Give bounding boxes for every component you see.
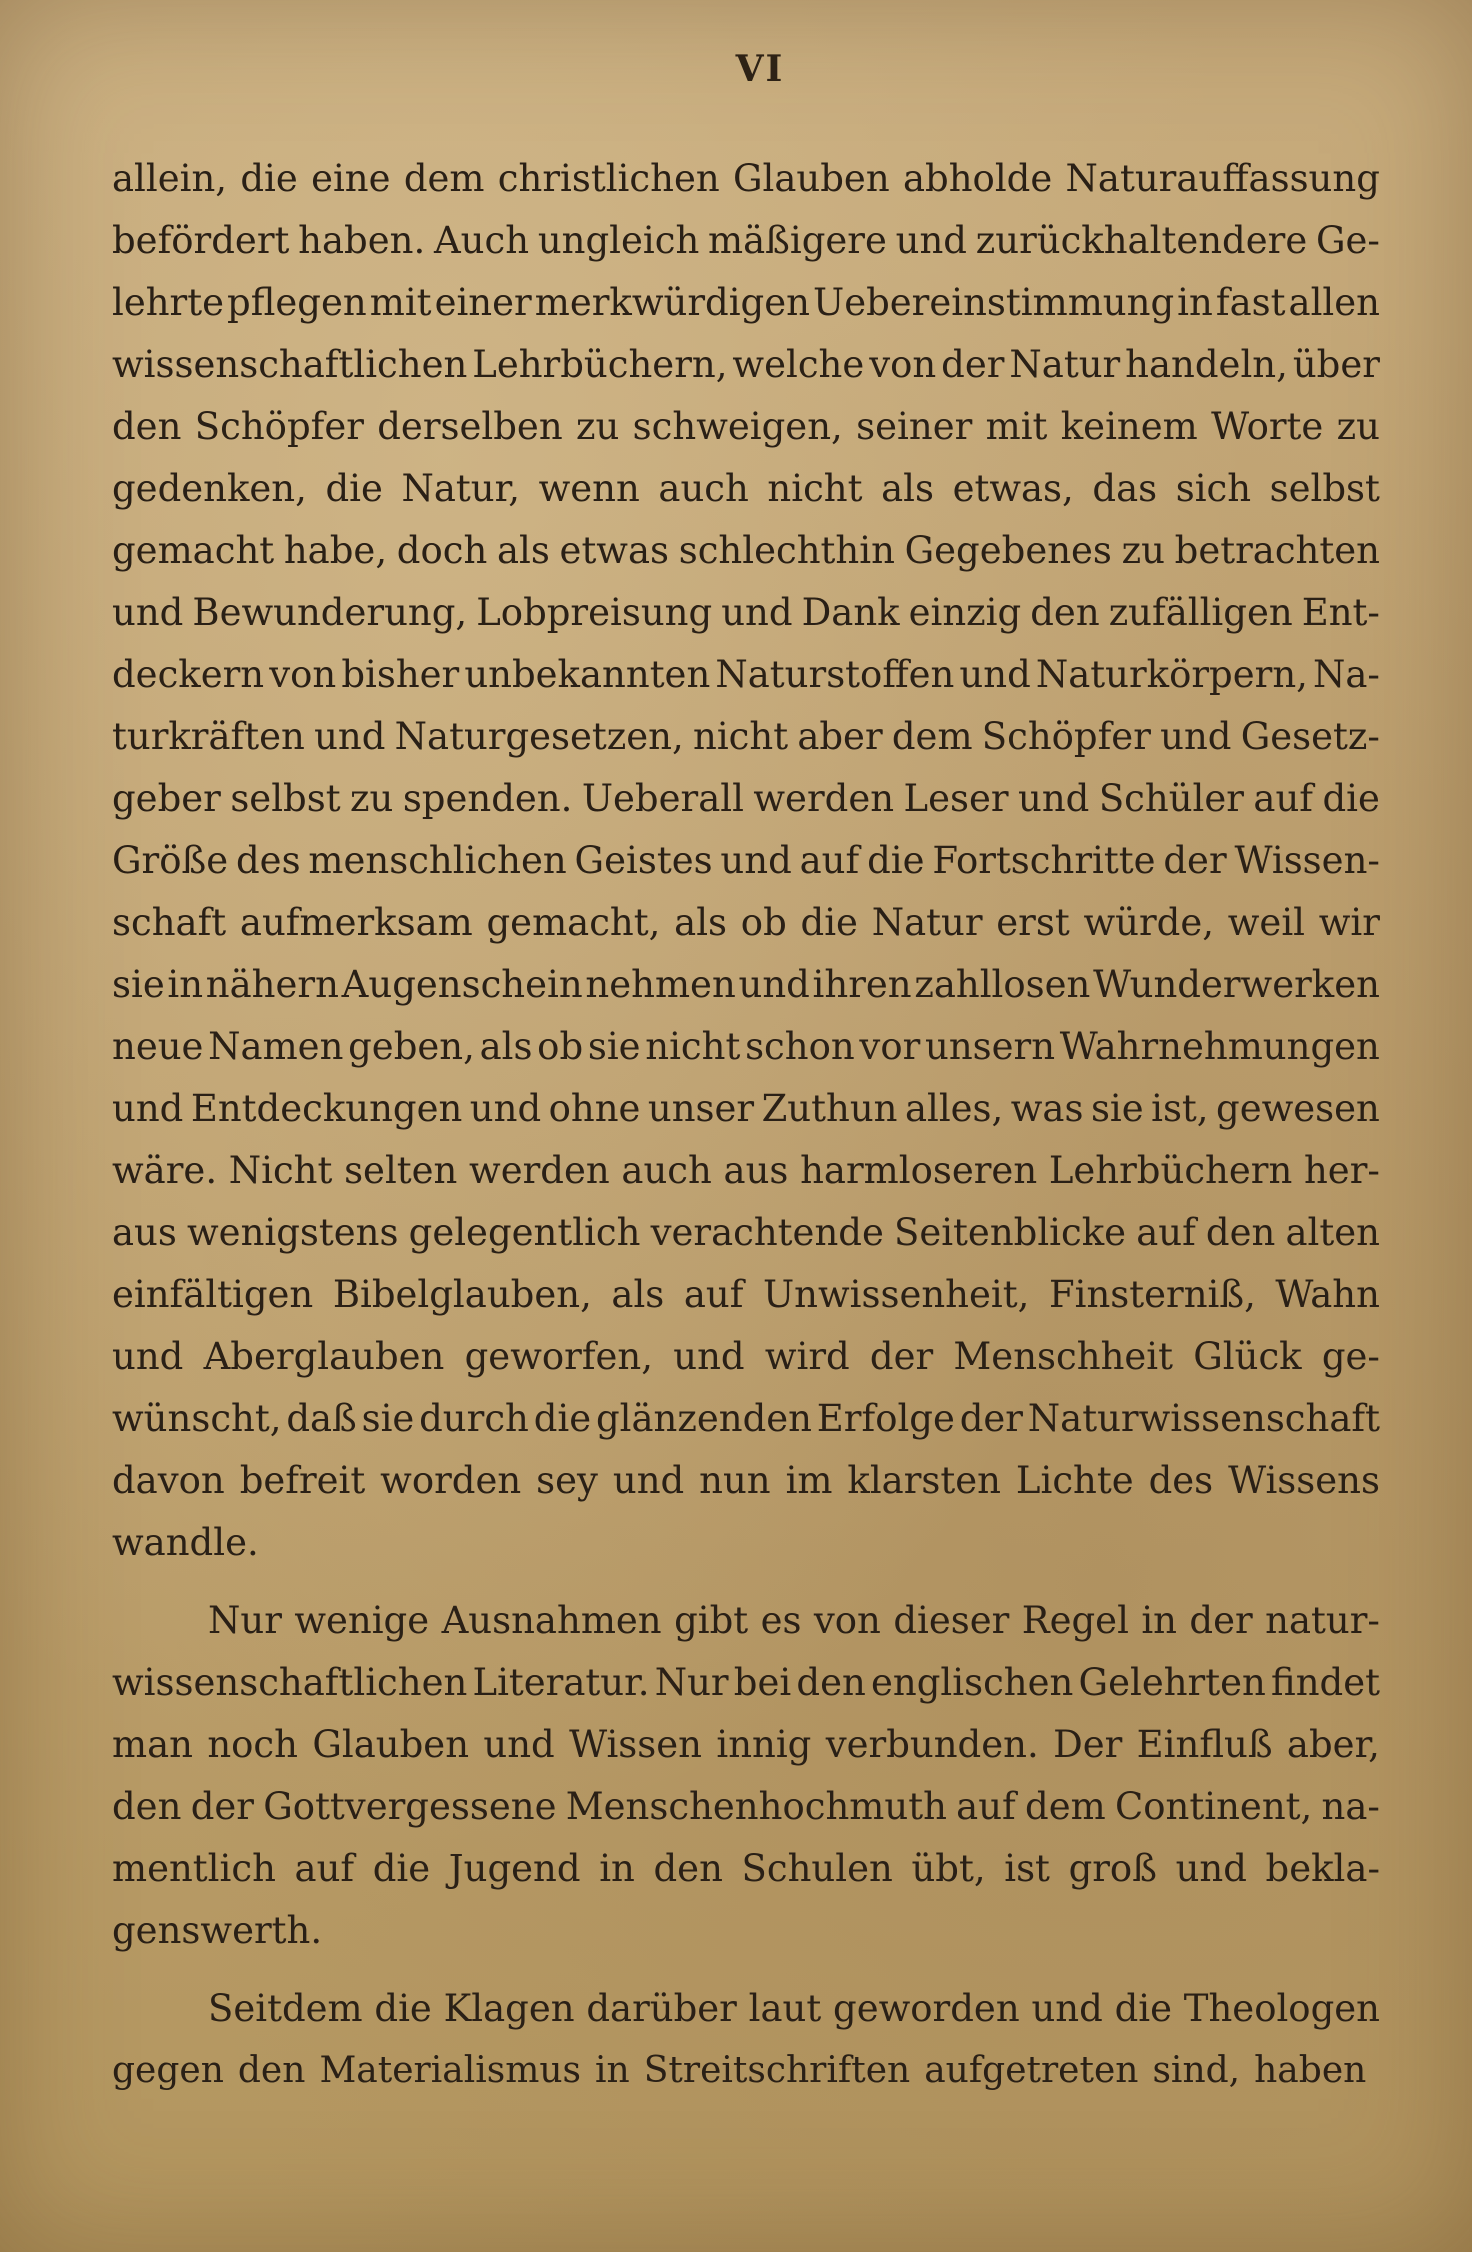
text-line: schaft aufmerksam gemacht, als ob die Natur erst würde, weil wir xyxy=(112,901,1380,944)
paragraph xyxy=(112,148,1380,1574)
text-line: wäre. Nicht selten werden auch aus harmloseren Lehrbüchern her- xyxy=(112,1149,1380,1192)
text-line: aus wenigstens gelegentlich verachtende Seitenblicke auf den alten xyxy=(112,1211,1380,1254)
text-line: geber selbst zu spenden. Ueberall werden Leser und Schüler auf die xyxy=(112,777,1380,820)
text-line: und Bewunderung, Lobpreisung und Dank einzig den zufälligen Ent- xyxy=(112,591,1380,634)
text-line: wissenschaftlichen Literatur. Nur bei den englischen Gelehrten findet xyxy=(112,1661,1380,1704)
text-line: Seitdem die Klagen darüber laut geworden und die Theologen xyxy=(208,1987,1380,2030)
text-line: davon befreit worden sey und nun im klarsten Lichte des Wissens xyxy=(112,1459,1380,1502)
text-line: allein, die eine dem christlichen Glauben abholde Naturauffassung xyxy=(112,157,1380,200)
text-line: und Aberglauben geworfen, und wird der Menschheit Glück ge- xyxy=(112,1335,1380,1378)
text-line: sie in nähern Augenschein nehmen und ihren zahllosen Wunderwerken xyxy=(112,963,1380,1006)
text-line: gedenken, die Natur, wenn auch nicht als etwas, das sich selbst xyxy=(112,467,1380,510)
text-line: gegen den Materialismus in Streitschriften aufgetreten sind, haben xyxy=(112,2050,1367,2091)
page-number: VI xyxy=(735,48,785,90)
text-line: den der Gottvergessene Menschenhochmuth auf dem Continent, na- xyxy=(112,1785,1380,1828)
text-line: deckern von bisher unbekannten Naturstoffen und Naturkörpern, Na- xyxy=(112,653,1380,696)
text-line: gemacht habe, doch als etwas schlechthin Gegebenes zu betrachten xyxy=(112,529,1380,572)
body-text xyxy=(112,148,1380,2102)
text-line: man noch Glauben und Wissen innig verbunden. Der Einfluß aber, xyxy=(112,1723,1380,1766)
paragraph-gap xyxy=(112,1962,1380,1978)
text-line: wissenschaftlichen Lehrbüchern, welche von der Natur handeln, über xyxy=(112,343,1380,386)
text-line: Größe des menschlichen Geistes und auf die Fortschritte der Wissen- xyxy=(112,839,1380,882)
text-line: lehrte pflegen mit einer merkwürdigen Uebereinstimmung in fast allen xyxy=(112,281,1380,324)
text-line: und Entdeckungen und ohne unser Zuthun alles, was sie ist, gewesen xyxy=(112,1087,1380,1130)
text-line: einfältigen Bibelglauben, als auf Unwissenheit, Finsterniß, Wahn xyxy=(112,1273,1380,1316)
text-line: mentlich auf die Jugend in den Schulen übt, ist groß und bekla- xyxy=(112,1847,1380,1890)
text-line: genswerth. xyxy=(112,1909,323,1952)
text-line: turkräften und Naturgesetzen, nicht aber dem Schöpfer und Gesetz- xyxy=(112,715,1380,758)
text-line: den Schöpfer derselben zu schweigen, seiner mit keinem Worte zu xyxy=(112,405,1380,448)
paragraph xyxy=(112,1978,1380,2102)
text-line: wünscht, daß sie durch die glänzenden Erfolge der Naturwissenschaft xyxy=(112,1397,1380,1440)
paragraph-gap xyxy=(112,1574,1380,1590)
text-line: wandle. xyxy=(112,1521,259,1564)
text-line: Nur wenige Ausnahmen gibt es von dieser Regel in der natur- xyxy=(208,1599,1380,1642)
paragraph xyxy=(112,1590,1380,1962)
text-line: neue Namen geben, als ob sie nicht schon vor unsern Wahrnehmungen xyxy=(112,1025,1380,1068)
text-line: befördert haben. Auch ungleich mäßigere und zurückhaltendere Ge- xyxy=(112,219,1380,262)
